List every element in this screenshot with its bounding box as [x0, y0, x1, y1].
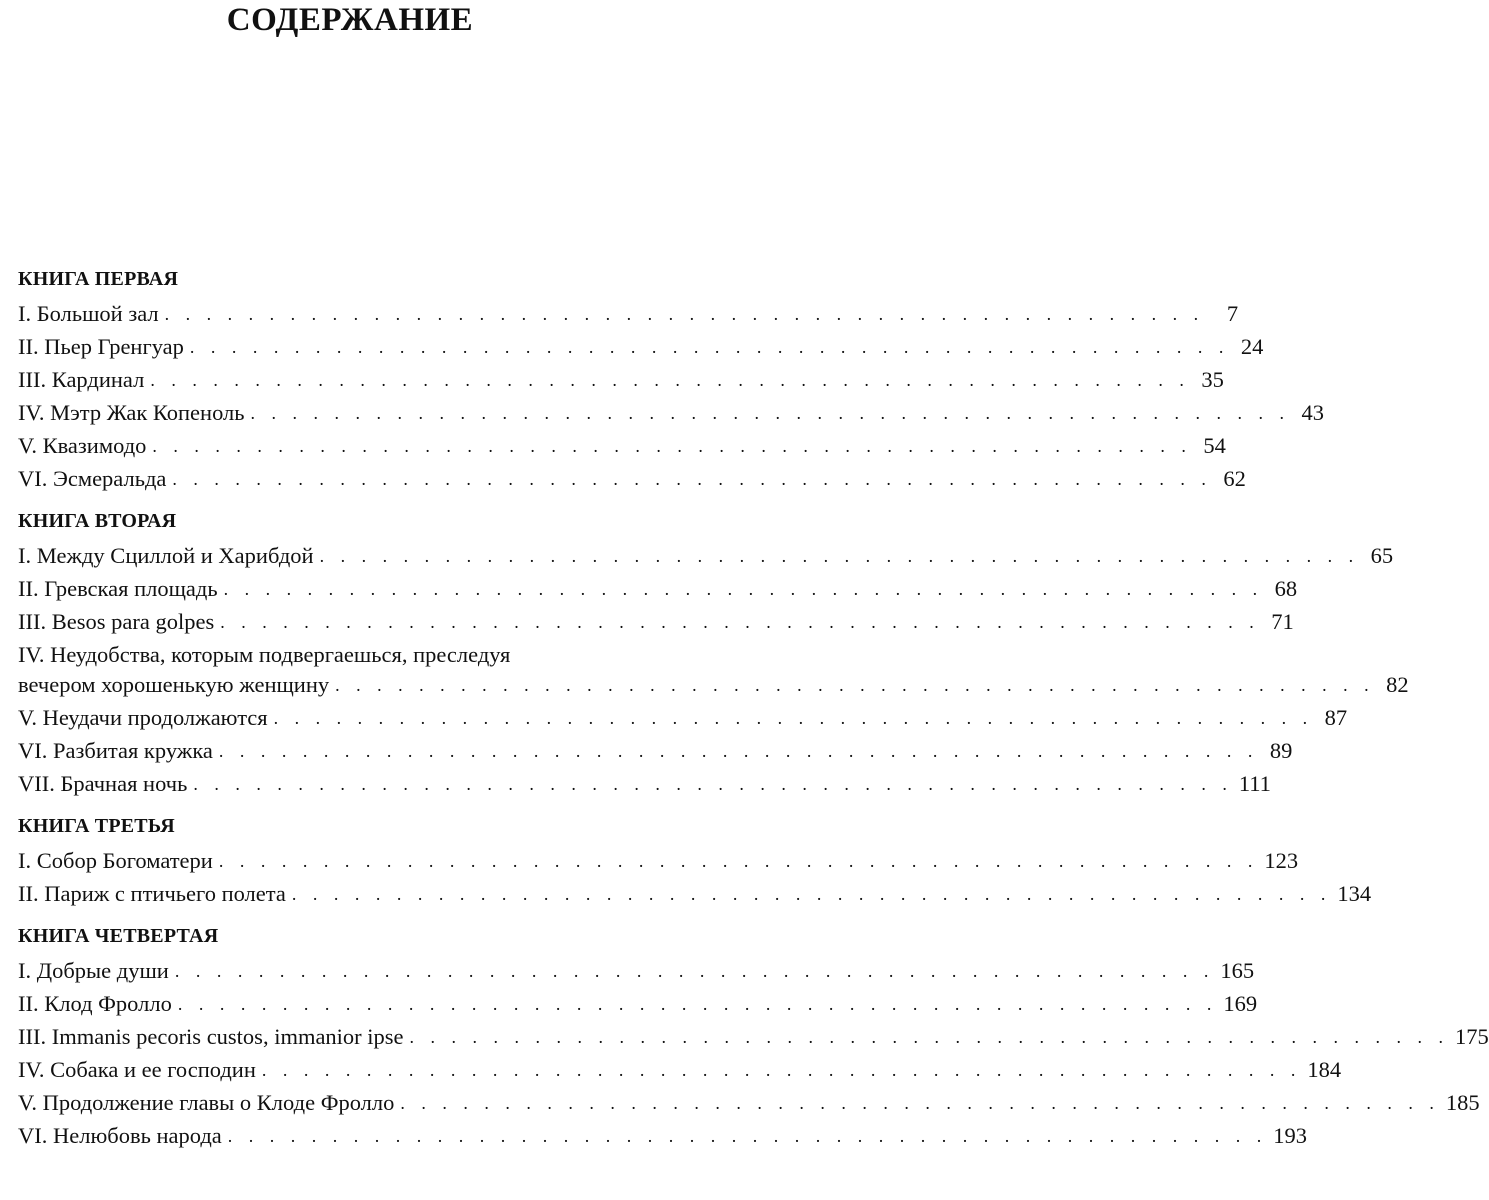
- entry-continuation: [18, 670, 1409, 703]
- entry-label: V. Квазимодо: [18, 433, 147, 458]
- entry-label: IV. Мэтр Жак Копеноль: [18, 400, 245, 425]
- entry-page-number: 62: [1223, 466, 1246, 491]
- entry-page-number: 65: [1370, 543, 1394, 568]
- page-title: СОДЕРЖАНИЕ: [226, 2, 474, 38]
- toc-entry[interactable]: [18, 464, 1246, 497]
- book-section: [18, 508, 1409, 802]
- entry-page-number: 24: [1240, 334, 1264, 359]
- leader-dots: . . . . . . . . . . . . . . . . . . . . . . . . . . . . . . . . . . . . . . . . . . . . . . . . . .: [227, 1126, 1268, 1146]
- entry-label: II. Клод Фролло: [18, 991, 172, 1016]
- leader-dots: . . . . . . . . . . . . . . . . . . . . . . . . . . . . . . . . . . . . . . . . . . . . . . . . . .: [218, 851, 1259, 871]
- entry-page-number: 43: [1301, 400, 1325, 425]
- entry-label: II. Гревская площадь: [18, 576, 218, 601]
- entry-label-continued: вечером хорошенькую женщину: [18, 672, 330, 697]
- entry-page-number: 165: [1220, 958, 1255, 983]
- leader-dots: . . . . . . . . . . . . . . . . . . . . . . . . . . . . . . . . . . . . . . . . . . . . . . . . . .: [218, 741, 1259, 761]
- entry-label: III. Besos para golpes: [18, 609, 215, 634]
- entry-label: VII. Брачная ночь: [18, 771, 188, 796]
- entry-page-number: 175: [1455, 1024, 1489, 1049]
- leader-dots: . . . . . . . . . . . . . . . . . . . . . . . . . . . . . . . . . . . . . . . . . . . . . . . . . .: [193, 774, 1233, 794]
- entry-page-number: 185: [1445, 1090, 1480, 1115]
- entry-page-number: 111: [1238, 771, 1271, 796]
- toc-entry[interactable]: [18, 299, 1239, 332]
- book-heading: КНИГА ПЕРВАЯ: [18, 268, 179, 290]
- leader-dots: . . . . . . . . . . . . . . . . . . . . . . . . . . . . . . . . . . . . . . . . . . . . . . . . . .: [164, 304, 1205, 324]
- leader-dots: . . . . . . . . . . . . . . . . . . . . . . . . . . . . . . . . . . . . . . . . . . . . . . . . . .: [335, 675, 1375, 695]
- entry-page-number: 71: [1271, 609, 1294, 634]
- entry-label: VI. Эсмеральда: [18, 466, 167, 491]
- toc-entry[interactable]: [18, 846, 1299, 879]
- toc-entry[interactable]: [18, 989, 1258, 1022]
- book-heading: КНИГА ВТОРАЯ: [18, 510, 177, 532]
- toc-entry[interactable]: [18, 1055, 1342, 1088]
- entry-page-number: 7: [1226, 301, 1239, 326]
- leader-dots: . . . . . . . . . . . . . . . . . . . . . . . . . . . . . . . . . . . . . . . . . . . . . . . . . .: [291, 884, 1332, 904]
- toc-entry[interactable]: [18, 769, 1271, 802]
- toc-entry[interactable]: [18, 541, 1394, 574]
- leader-dots: . . . . . . . . . . . . . . . . . . . . . . . . . . . . . . . . . . . . . . . . . . . . . . . . . .: [261, 1060, 1302, 1080]
- toc-entry[interactable]: [18, 607, 1294, 640]
- toc-entry[interactable]: [18, 1121, 1308, 1154]
- entry-page-number: 68: [1274, 576, 1298, 601]
- book-heading: КНИГА ТРЕТЬЯ: [18, 815, 175, 837]
- leader-dots: . . . . . . . . . . . . . . . . . . . . . . . . . . . . . . . . . . . . . . . . . . . . . . . . . .: [150, 370, 1190, 390]
- entry-page-number: 193: [1273, 1123, 1308, 1148]
- leader-dots: . . . . . . . . . . . . . . . . . . . . . . . . . . . . . . . . . . . . . . . . . . . . . . . . . .: [409, 1027, 1450, 1047]
- entry-label: I. Большой зал: [18, 301, 159, 326]
- entry-page-number: 87: [1324, 705, 1348, 730]
- leader-dots: . . . . . . . . . . . . . . . . . . . . . . . . . . . . . . . . . . . . . . . . . . . . . . . . . .: [220, 612, 1260, 632]
- toc-entry[interactable]: [18, 956, 1255, 989]
- leader-dots: . . . . . . . . . . . . . . . . . . . . . . . . . . . . . . . . . . . . . . . . . . . . . . . . . .: [177, 994, 1218, 1014]
- leader-dots: . . . . . . . . . . . . . . . . . . . . . . . . . . . . . . . . . . . . . . . . . . . . . . . . . .: [223, 579, 1264, 599]
- toc-entry[interactable]: [18, 640, 1409, 703]
- leader-dots: . . . . . . . . . . . . . . . . . . . . . . . . . . . . . . . . . . . . . . . . . . . . . . . . . .: [172, 469, 1212, 489]
- entry-page-number: 82: [1386, 672, 1409, 697]
- book-heading: КНИГА ЧЕТВЕРТАЯ: [18, 925, 219, 947]
- entry-label: V. Неудачи продолжаются: [18, 705, 268, 730]
- leader-dots: . . . . . . . . . . . . . . . . . . . . . . . . . . . . . . . . . . . . . . . . . . . . . . . . . .: [400, 1093, 1440, 1113]
- entry-label: I. Добрые души: [18, 958, 169, 983]
- entry-page-number: 123: [1264, 848, 1299, 873]
- entry-page-number: 134: [1337, 881, 1372, 906]
- toc-entry[interactable]: [18, 736, 1293, 769]
- entry-label: VI. Разбитая кружка: [18, 738, 213, 763]
- table-of-contents: [18, 266, 1489, 1165]
- leader-dots: . . . . . . . . . . . . . . . . . . . . . . . . . . . . . . . . . . . . . . . . . . . . . . . . . .: [189, 337, 1230, 357]
- toc-entry[interactable]: [18, 574, 1298, 607]
- toc-entry[interactable]: [18, 1022, 1489, 1055]
- leader-dots: . . . . . . . . . . . . . . . . . . . . . . . . . . . . . . . . . . . . . . . . . . . . . . . . . .: [273, 708, 1314, 728]
- toc-entry[interactable]: [18, 1088, 1480, 1121]
- entry-page-number: 169: [1223, 991, 1258, 1016]
- entry-page-number: 89: [1269, 738, 1293, 763]
- toc-entry[interactable]: [18, 431, 1226, 464]
- book-section: [18, 813, 1372, 912]
- toc-entry[interactable]: [18, 332, 1264, 365]
- entry-page-number: 35: [1201, 367, 1224, 392]
- leader-dots: . . . . . . . . . . . . . . . . . . . . . . . . . . . . . . . . . . . . . . . . . . . . . . . . . .: [174, 961, 1215, 981]
- entry-label: III. Кардинал: [18, 367, 145, 392]
- entry-label: I. Собор Богоматери: [18, 848, 213, 873]
- leader-dots: . . . . . . . . . . . . . . . . . . . . . . . . . . . . . . . . . . . . . . . . . . . . . . . . . .: [319, 546, 1360, 566]
- toc-entry[interactable]: [18, 703, 1348, 736]
- entry-page-number: 54: [1203, 433, 1226, 458]
- leader-dots: . . . . . . . . . . . . . . . . . . . . . . . . . . . . . . . . . . . . . . . . . . . . . . . . . .: [250, 403, 1291, 423]
- entry-page-number: 184: [1307, 1057, 1342, 1082]
- entry-label: II. Пьер Гренгуар: [18, 334, 184, 359]
- entry-label: II. Париж с птичьего полета: [18, 881, 286, 906]
- toc-entry[interactable]: [18, 398, 1325, 431]
- entry-label: I. Между Сциллой и Харибдой: [18, 543, 314, 568]
- toc-entry[interactable]: [18, 365, 1224, 398]
- book-section: [18, 923, 1489, 1154]
- toc-entry[interactable]: [18, 879, 1372, 912]
- book-section: [18, 266, 1325, 497]
- entry-label: III. Immanis pecoris custos, immanior ipse: [18, 1024, 404, 1049]
- entry-label: VI. Нелюбовь народа: [18, 1123, 222, 1148]
- leader-dots: . . . . . . . . . . . . . . . . . . . . . . . . . . . . . . . . . . . . . . . . . . . . . . . . . .: [152, 436, 1192, 456]
- entry-label: V. Продолжение главы о Клоде Фролло: [18, 1090, 395, 1115]
- entry-label: IV. Неудобства, которым подвергаешься, преследуя: [18, 642, 511, 667]
- entry-label: IV. Собака и ее господин: [18, 1057, 256, 1082]
